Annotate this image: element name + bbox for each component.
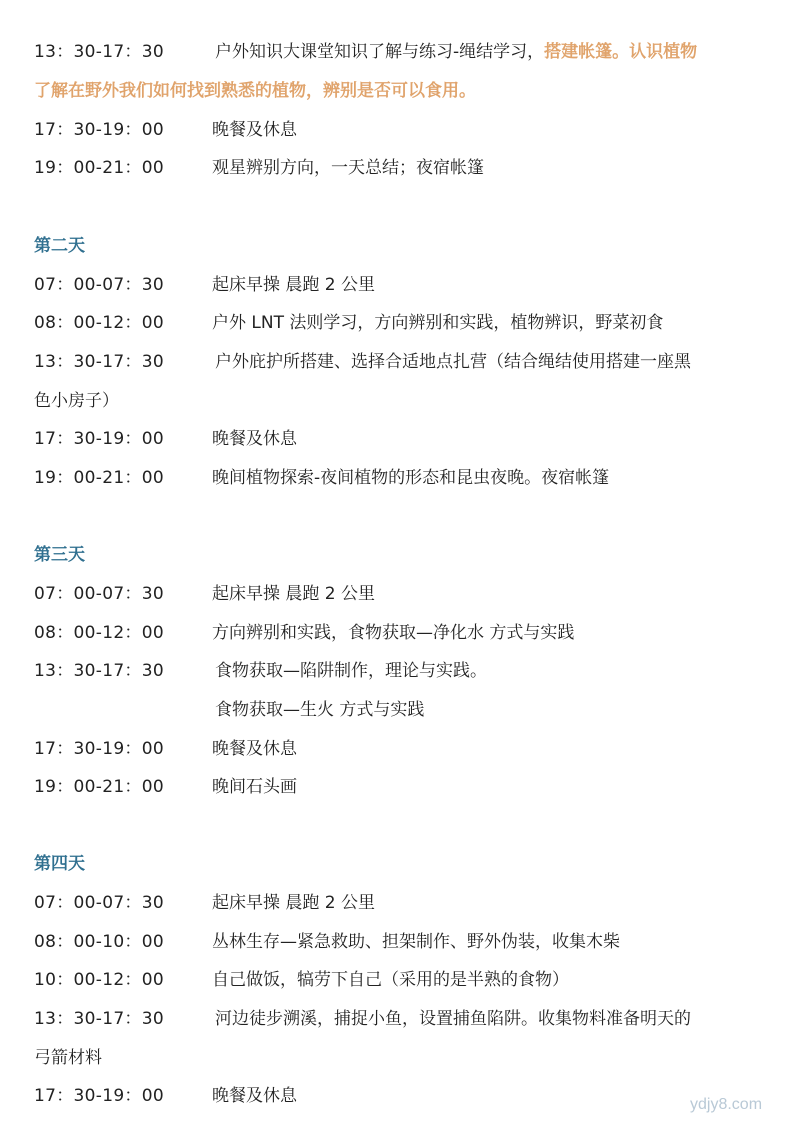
time-slot: 08：00-12：00: [34, 313, 164, 333]
activity-text: 起床早操 晨跑 2 公里: [212, 584, 376, 604]
time-slot: 13：30-17：30: [34, 42, 164, 62]
watermark: ydjy8.com: [690, 1096, 763, 1113]
time-slot: 17：30-19：00: [34, 429, 164, 449]
time-slot: 07：00-07：30: [34, 893, 164, 913]
activity-text: 起床早操 晨跑 2 公里: [212, 275, 376, 295]
time-slot: 08：00-10：00: [34, 932, 164, 952]
time-slot: 19：00-21：00: [34, 468, 164, 488]
activity-plain: 户外知识大课堂知识了解与练习-绳结学习，: [215, 42, 545, 62]
activity-text: 晚间石头画: [212, 777, 297, 797]
time-slot: 07：00-07：30: [34, 275, 164, 295]
time-slot: 19：00-21：00: [34, 777, 164, 797]
activity-text: 丛林生存—紧急救助、担架制作、野外伪装，收集木柴: [212, 932, 620, 952]
activity-text: 户外 LNT 法则学习，方向辨别和实践，植物辨识，野菜初食: [212, 313, 664, 333]
activity-highlight: 搭建帐篷。认识植物: [544, 42, 698, 62]
activity-text: 食物获取—陷阱制作，理论与实践。: [215, 661, 487, 681]
day-heading: 第三天: [34, 545, 85, 565]
day-heading: 第二天: [34, 236, 85, 256]
activity-text: 晚餐及休息: [212, 120, 297, 140]
activity-text: [215, 41, 697, 63]
activity-text: 观星辨别方向，一天总结；夜宿帐篷: [212, 158, 484, 178]
time-slot: 17：30-19：00: [34, 120, 164, 140]
activity-text: 晚餐及休息: [212, 1086, 297, 1106]
activity-text: 河边徒步溯溪，捕捉小鱼，设置捕鱼陷阱。收集物料准备明天的: [215, 1009, 691, 1029]
activity-text: 自己做饭，犒劳下自己（采用的是半熟的食物）: [212, 970, 569, 990]
time-slot: 17：30-19：00: [34, 1086, 164, 1106]
time-slot: 08：00-12：00: [34, 623, 164, 643]
activity-text: 晚间植物探索-夜间植物的形态和昆虫夜晚。夜宿帐篷: [212, 468, 610, 488]
activity-text: 户外庇护所搭建、选择合适地点扎营（结合绳结使用搭建一座黑: [215, 352, 691, 372]
time-slot: 13：30-17：30: [34, 352, 164, 372]
activity-text: 晚餐及休息: [212, 429, 297, 449]
time-slot: 17：30-19：00: [34, 739, 164, 759]
activity-continuation-highlight: 了解在野外我们如何找到熟悉的植物，辨别是否可以食用。: [34, 81, 476, 101]
activity-continuation: 弓箭材料: [34, 1048, 102, 1068]
time-slot: 10：00-12：00: [34, 970, 164, 990]
activity-text: 晚餐及休息: [212, 739, 297, 759]
activity-text: 起床早操 晨跑 2 公里: [212, 893, 376, 913]
day-heading: 第四天: [34, 854, 85, 874]
time-slot: 13：30-17：30: [34, 1009, 164, 1029]
activity-text: 食物获取—生火 方式与实践: [215, 700, 425, 720]
activity-continuation: 色小房子）: [34, 391, 119, 411]
activity-text: 方向辨别和实践，食物获取—净化水 方式与实践: [212, 623, 575, 643]
time-slot: 13：30-17：30: [34, 661, 164, 681]
time-slot: 07：00-07：30: [34, 584, 164, 604]
time-slot: 19：00-21：00: [34, 158, 164, 178]
